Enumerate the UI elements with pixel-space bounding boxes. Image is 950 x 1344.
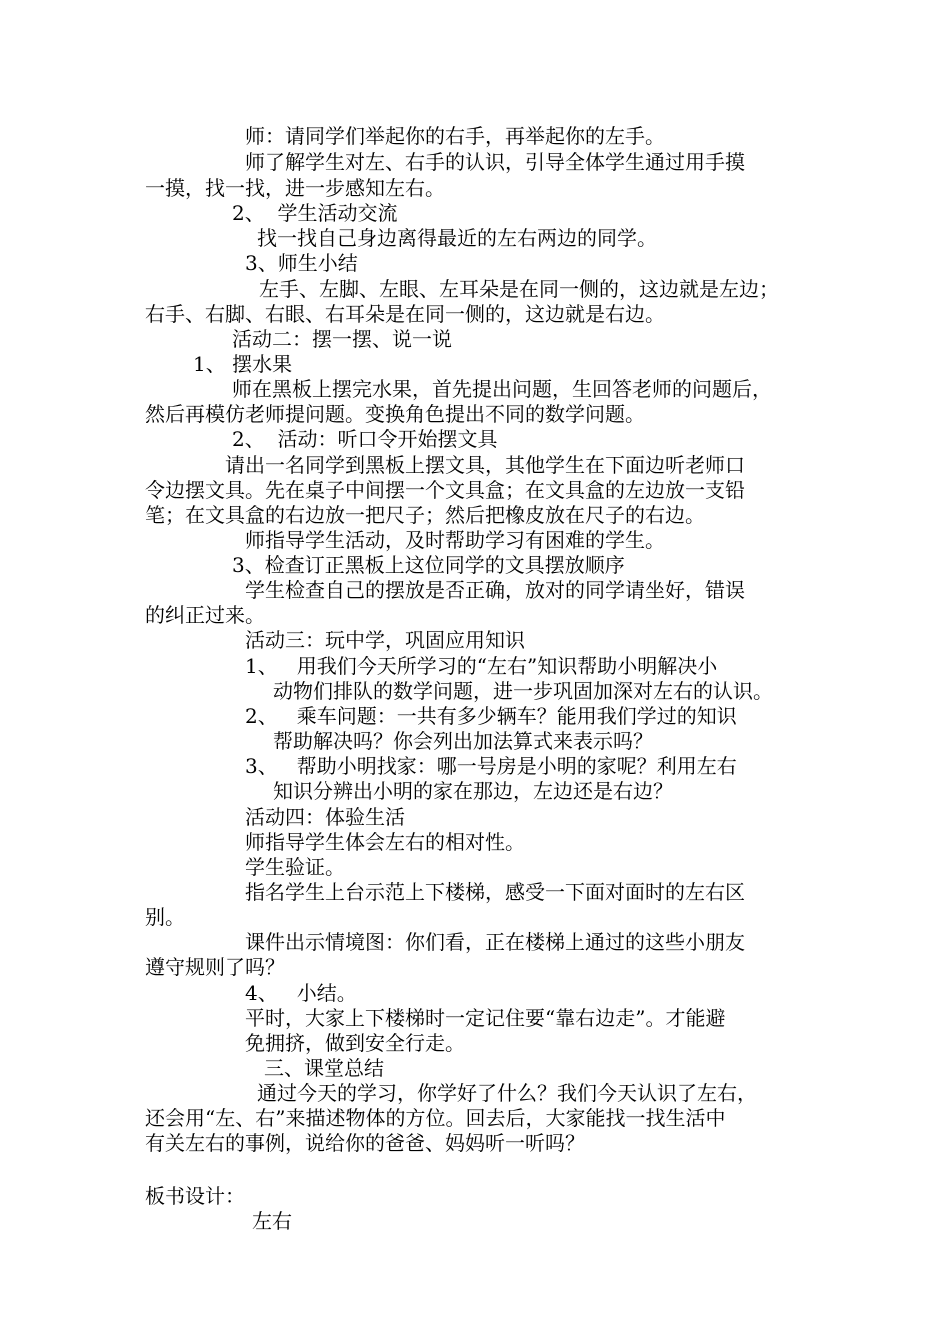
text-line: 活动三：玩中学，巩固应用知识 [245,628,525,652]
text-line: 有关左右的事例，说给你的爸爸、妈妈听一听吗？ [145,1131,585,1155]
text-line: 学生检查自己的摆放是否正确，放对的同学请坐好，错误 [245,578,745,602]
text-line: 笔；在文具盒的右边放一把尺子；然后把橡皮放在尺子的右边。 [145,503,705,527]
text-line: 2、 乘车问题：一共有多少辆车？能用我们学过的知识 [245,704,737,728]
text-line: 免拥挤，做到安全行走。 [245,1031,465,1055]
text-line: 左手、左脚、左眼、左耳朵是在同一侧的，这边就是左边； [259,277,779,301]
text-line: 请出一名同学到黑板上摆文具，其他学生在下面边听老师口 [225,453,745,477]
text-line: 课件出示情境图：你们看，正在楼梯上通过的这些小朋友 [245,930,745,954]
section-heading: 板书设计： [145,1184,245,1208]
text-line: 一摸，找一找，进一步感知左右。 [145,176,445,200]
section-heading: 三、课堂总结 [264,1056,384,1080]
text-line: 帮助解决吗？你会列出加法算式来表示吗？ [273,729,653,753]
text-line: 3、师生小结 [245,251,358,275]
text-line: 还会用“左、右”来描述物体的方位。回去后，大家能找一找生活中 [145,1106,726,1130]
text-line: 右手、右脚、右眼、右耳朵是在同一侧的，这边就是右边。 [145,302,665,326]
text-line: 活动二：摆一摆、说一说 [232,327,452,351]
text-line: 师了解学生对左、右手的认识，引导全体学生通过用手摸 [245,150,745,174]
text-line: 1、 摆水果 [193,352,293,376]
text-line: 的纠正过来。 [145,603,265,627]
text-line: 活动四：体验生活 [245,805,405,829]
text-line: 4、 小结。 [245,981,357,1005]
text-line: 2、 活动：听口令开始摆文具 [232,427,498,451]
text-line: 3、 帮助小明找家：哪一号房是小明的家呢？利用左右 [245,754,737,778]
text-line: 然后再模仿老师提问题。变换角色提出不同的数学问题。 [145,402,645,426]
text-line: 左右 [252,1209,292,1233]
text-line: 别。 [145,905,185,929]
text-line: 1、 用我们今天所学习的“左右”知识帮助小明解决小 [245,654,718,678]
text-line: 知识分辨出小明的家在那边，左边还是右边？ [273,779,673,803]
text-line: 师指导学生活动，及时帮助学习有困难的学生。 [245,528,665,552]
text-line: 师在黑板上摆完水果，首先提出问题，生回答老师的问题后， [232,377,772,401]
text-line: 师指导学生体会左右的相对性。 [245,830,525,854]
text-line: 遵守规则了吗？ [145,955,285,979]
text-line: 通过今天的学习，你学好了什么？我们今天认识了左右， [257,1081,757,1105]
text-line: 平时，大家上下楼梯时一定记住要“靠右边走”。才能避 [245,1006,726,1030]
text-line: 令边摆文具。先在桌子中间摆一个文具盒；在文具盒的左边放一支铅 [145,478,745,502]
text-line: 师：请同学们举起你的右手，再举起你的左手。 [245,124,665,148]
text-line: 动物们排队的数学问题，进一步巩固加深对左右的认识。 [273,679,773,703]
text-line: 指名学生上台示范上下楼梯，感受一下面对面时的左右区 [245,880,745,904]
text-line: 学生验证。 [245,855,345,879]
text-line: 3、检查订正黑板上这位同学的文具摆放顺序 [232,553,625,577]
text-line: 2、 学生活动交流 [232,201,398,225]
text-line: 找一找自己身边离得最近的左右两边的同学。 [257,226,657,250]
